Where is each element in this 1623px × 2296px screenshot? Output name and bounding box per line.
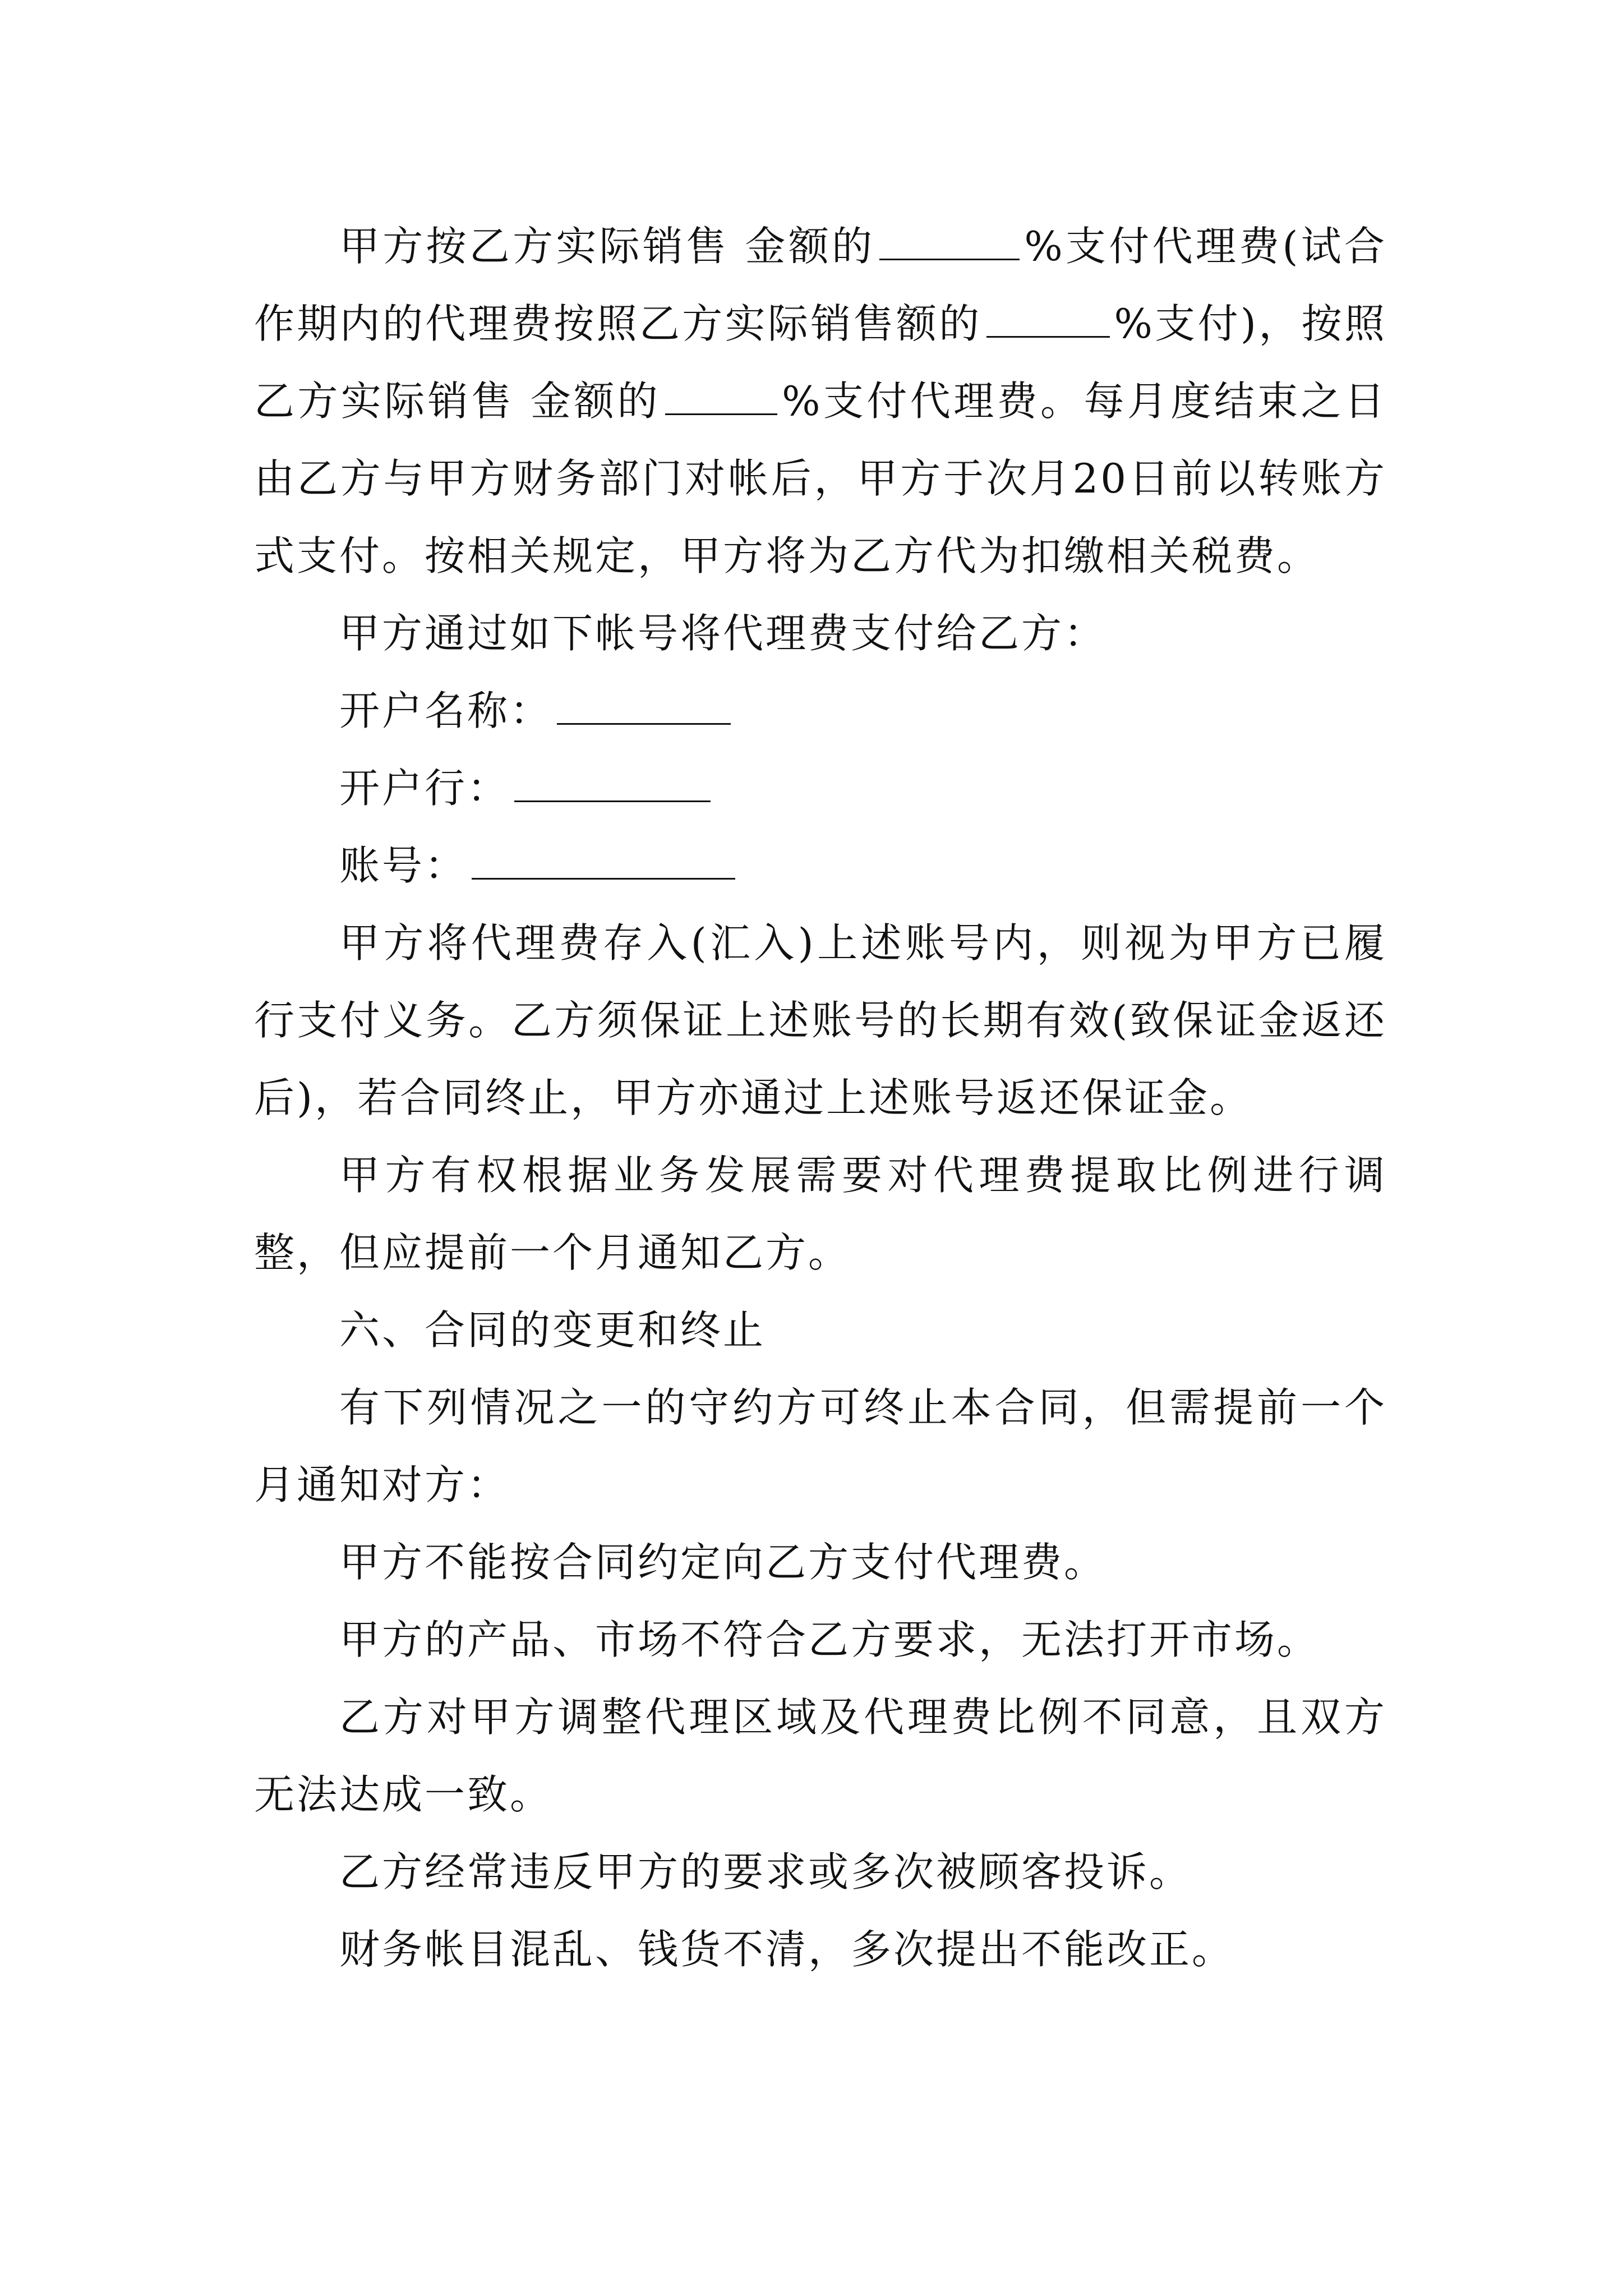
bank-blank[interactable] [514, 761, 711, 802]
rate-blank-1[interactable] [879, 219, 1020, 260]
termination-condition-3: 乙方对甲方调整代理区域及代理费比例不同意，且双方无法达成一致。 [254, 1694, 1387, 1818]
account-intro-paragraph: 甲方通过如下帐号将代理费支付给乙方： [339, 610, 1107, 657]
termination-condition-2: 甲方的产品、市场不符合乙方要求，无法打开市场。 [339, 1616, 1320, 1663]
termination-condition-1: 甲方不能按合同约定向乙方支付代理费。 [339, 1539, 1107, 1586]
bank-label: 开户行： [339, 765, 510, 812]
payment-terms-text-4: %支付代理费。每月度结束之日由乙方与甲方财务部门对帐后，甲方于次月20日前以转账方式支付。按相关规定，甲方将为乙方代为扣缴相关税费。 [254, 378, 1387, 579]
adjustment-paragraph: 甲方有权根据业务发展需要对代理费提取比例进行调整，但应提前一个月通知乙方。 [254, 1152, 1387, 1276]
termination-condition-4: 乙方经常违反甲方的要求或多次被顾客投诉。 [339, 1848, 1192, 1895]
account-number-label: 账号： [339, 842, 468, 889]
rate-blank-2[interactable] [986, 297, 1110, 338]
section-heading-6: 六、合同的变更和终止 [339, 1306, 766, 1354]
rate-blank-3[interactable] [665, 374, 777, 415]
deposit-paragraph: 甲方将代理费存入(汇入)上述账号内，则视为甲方已履行支付义务。乙方须保证上述账号的长期有效(致保证金返还后)，若合同终止，甲方亦通过上述账号返还保证金。 [254, 919, 1387, 1121]
bank-field [254, 749, 1387, 827]
document-body [254, 208, 1387, 1988]
payment-terms-text-2: %支付代理费(试合作期内的代理费按照乙方实际销售额的 [254, 223, 1387, 347]
account-name-label: 开户名称： [339, 687, 553, 734]
payment-terms-text-3: %支付)，按照乙方实际销售 金额的 [254, 300, 1387, 425]
account-name-field [254, 672, 1387, 749]
payment-terms-paragraph [254, 208, 1387, 595]
termination-intro-paragraph: 有下列情况之一的守约方可终止本合同，但需提前一个月通知对方： [254, 1384, 1387, 1508]
payment-terms-text-1: 甲方按乙方实际销售 金额的 [339, 223, 875, 270]
account-name-blank[interactable] [557, 684, 731, 725]
termination-condition-5: 财务帐目混乱、钱货不清，多次提出不能改正。 [339, 1926, 1235, 1973]
account-number-field [254, 827, 1387, 904]
account-number-blank[interactable] [472, 839, 735, 880]
